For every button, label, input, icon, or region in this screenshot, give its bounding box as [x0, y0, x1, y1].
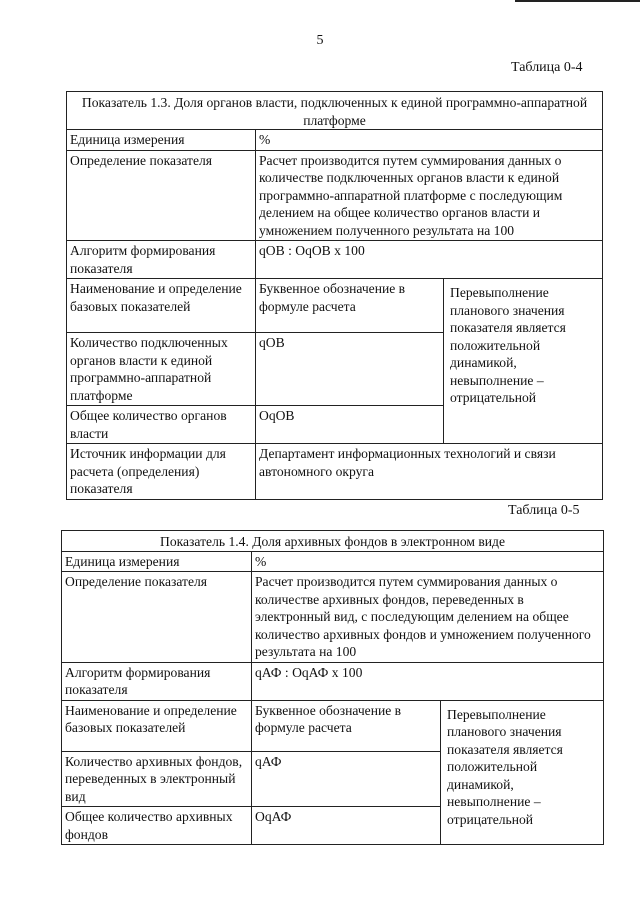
definition-label: Определение показателя — [62, 572, 252, 663]
base-symbol-label: Буквенное обозначение в формуле расчета — [256, 279, 444, 333]
base-row-name: Количество архивных фондов, переведенных в электронный вид — [62, 751, 252, 807]
algorithm-value: qАФ : ОqАФ х 100 — [252, 662, 604, 700]
base-row-name: Общее количество органов власти — [67, 406, 256, 444]
base-indicators-label: Наименование и определение базовых показателей — [67, 279, 256, 333]
indicator-header: Показатель 1.3. Доля органов власти, подключенных к единой программно-аппаратной платформе — [67, 92, 603, 130]
unit-value: % — [252, 551, 604, 572]
indicator-table-1-4 — [61, 530, 604, 845]
base-row-name: Общее количество архивных фондов — [62, 807, 252, 845]
table-caption: Таблица 0-4 — [511, 60, 583, 75]
unit-value: % — [256, 130, 603, 151]
page-number: 5 — [316, 33, 324, 48]
table-caption: Таблица 0-5 — [508, 503, 580, 518]
base-indicators-label: Наименование и определение базовых показателей — [62, 700, 252, 751]
base-row-symbol: ОqАФ — [252, 807, 441, 845]
base-symbol-label: Буквенное обозначение в формуле расчета — [252, 700, 441, 751]
algorithm-value: qОВ : ОqОВ х 100 — [256, 241, 603, 279]
algorithm-label: Алгоритм формирования показателя — [62, 662, 252, 700]
base-row-symbol: ОqОВ — [256, 406, 444, 444]
base-row-name: Количество подключенных органов власти к единой программно-аппаратной платформе — [67, 333, 256, 406]
unit-label: Единица измерения — [62, 551, 252, 572]
definition-value: Расчет производится путем суммирования данных о количестве подключенных органов власти к единой программно-аппаратной платформе с последующим делением на общее количество органов власти и умножением полученного результата на 100 — [256, 150, 603, 241]
top-rule — [515, 0, 640, 2]
base-note: Перевыполнение планового значения показателя является положительной динамикой, невыполнение – отрицательной — [441, 700, 604, 845]
definition-label: Определение показателя — [67, 150, 256, 241]
definition-value: Расчет производится путем суммирования данных о количестве архивных фондов, переведенных в электронный вид, с последующим делением на общее количество архивных фондов и умножением полученного результата на 100 — [252, 572, 604, 663]
unit-label: Единица измерения — [67, 130, 256, 151]
indicator-header: Показатель 1.4. Доля архивных фондов в электронном виде — [62, 531, 604, 552]
algorithm-label: Алгоритм формирования показателя — [67, 241, 256, 279]
base-row-symbol: qОВ — [256, 333, 444, 406]
base-row-symbol: qАФ — [252, 751, 441, 807]
source-label: Источник информации для расчета (определения) показателя — [67, 444, 256, 500]
source-value: Департамент информационных технологий и связи автономного округа — [256, 444, 603, 500]
indicator-table-1-3 — [66, 91, 603, 500]
base-note: Перевыполнение планового значения показателя является положительной динамикой, невыполнение – отрицательной — [444, 279, 603, 444]
